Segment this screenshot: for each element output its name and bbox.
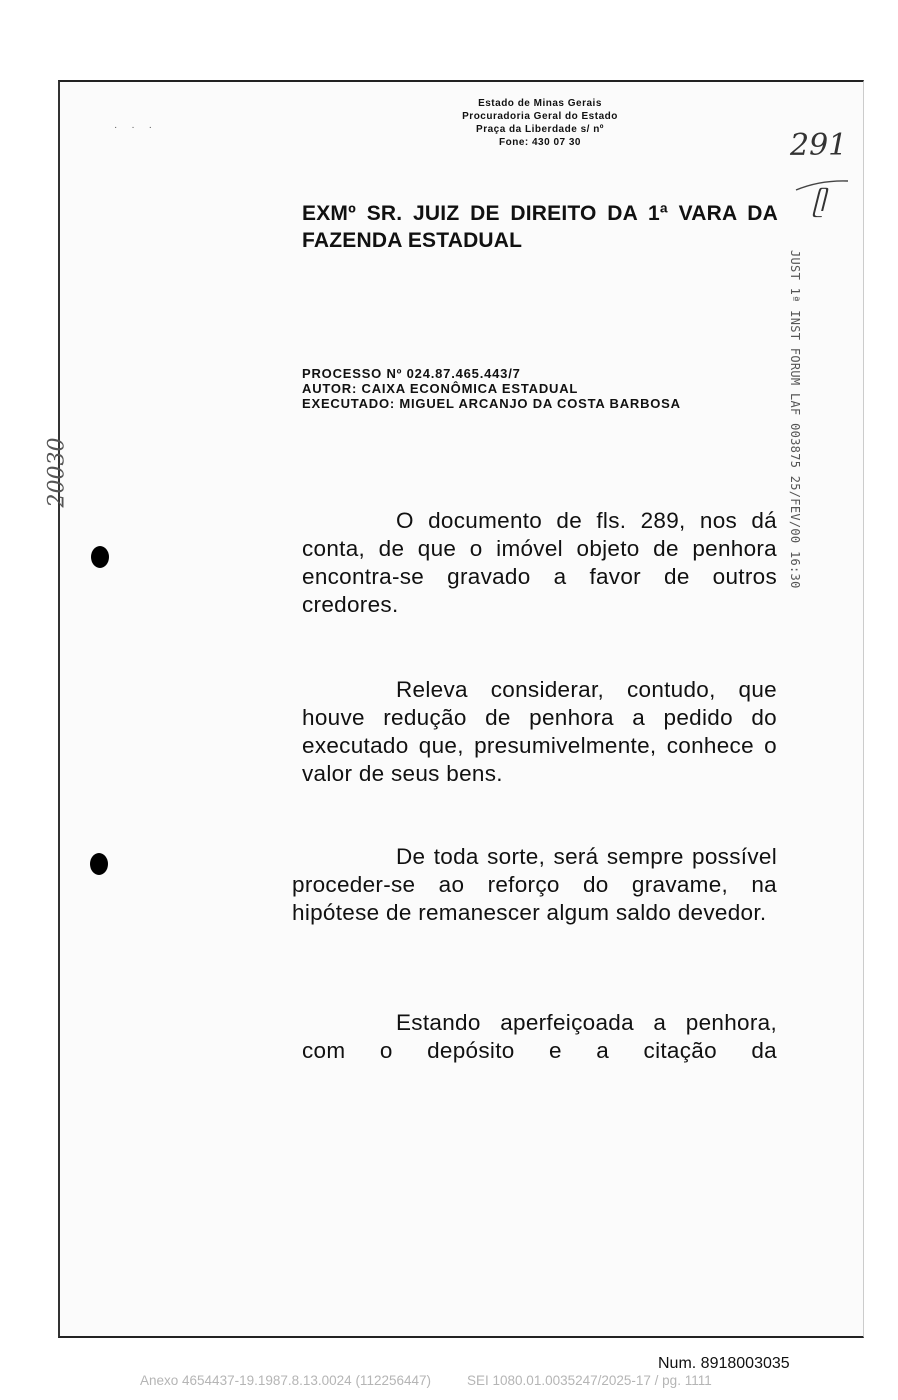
- punch-hole: [90, 853, 108, 875]
- handwritten-page-number: 291: [790, 128, 848, 163]
- punch-hole: [91, 546, 109, 568]
- paragraph-2-text: Releva considerar, contudo, que houve redução de penhora a pedido do executado que, presumivelmente, conhece o valor de seus bens.: [302, 677, 777, 786]
- paragraph-2: [302, 676, 777, 788]
- document-number: Num. 8918003035: [658, 1355, 790, 1372]
- footer-watermark: [140, 1373, 712, 1388]
- scan-specks: ···: [114, 122, 166, 133]
- letterhead-phone: Fone: 430 07 30: [499, 137, 581, 148]
- addressee-heading: EXMº SR. JUIZ DE DIREITO DA 1ª VARA DA FAZENDA ESTADUAL: [302, 202, 778, 252]
- letterhead-address: Praça da Liberdade s/ nº: [476, 124, 604, 135]
- handwritten-initial: ᥫ: [812, 188, 826, 218]
- paragraph-1-text: O documento de fls. 289, nos dá conta, de que o imóvel objeto de penhora encontra-se gravado a favor de outros credores.: [302, 508, 777, 617]
- case-author: AUTOR: CAIXA ECONÔMICA ESTADUAL: [302, 381, 579, 396]
- paragraph-4-text: Estando aperfeiçoada a penhora, com o depósito e a citação da: [302, 1010, 777, 1063]
- case-process-number: PROCESSO Nº 024.87.465.443/7: [302, 366, 521, 381]
- paragraph-3-text: De toda sorte, será sempre possível proceder-se ao reforço do gravame, na hipótese de remanescer algum saldo devedor.: [292, 844, 777, 925]
- letterhead: [440, 97, 640, 149]
- paragraph-3: [292, 843, 777, 927]
- case-executed: EXECUTADO: MIGUEL ARCANJO DA COSTA BARBOSA: [302, 396, 681, 411]
- footer-sei: SEI 1080.01.0035247/2025-17 / pg. 1111: [467, 1373, 712, 1388]
- paragraph-1: [302, 507, 777, 619]
- letterhead-office: Procuradoria Geral do Estado: [462, 111, 618, 122]
- case-info: [302, 366, 772, 411]
- letterhead-state: Estado de Minas Gerais: [478, 98, 602, 109]
- footer-annex: Anexo 4654437-19.1987.8.13.0024 (112256447): [140, 1373, 432, 1388]
- paragraph-4: [302, 1009, 777, 1065]
- handwritten-margin-note: 20030: [44, 437, 70, 508]
- filing-stamp: JUST 1ª INST FORUM LAF 003875 25/FEV/00 16:30: [788, 250, 802, 589]
